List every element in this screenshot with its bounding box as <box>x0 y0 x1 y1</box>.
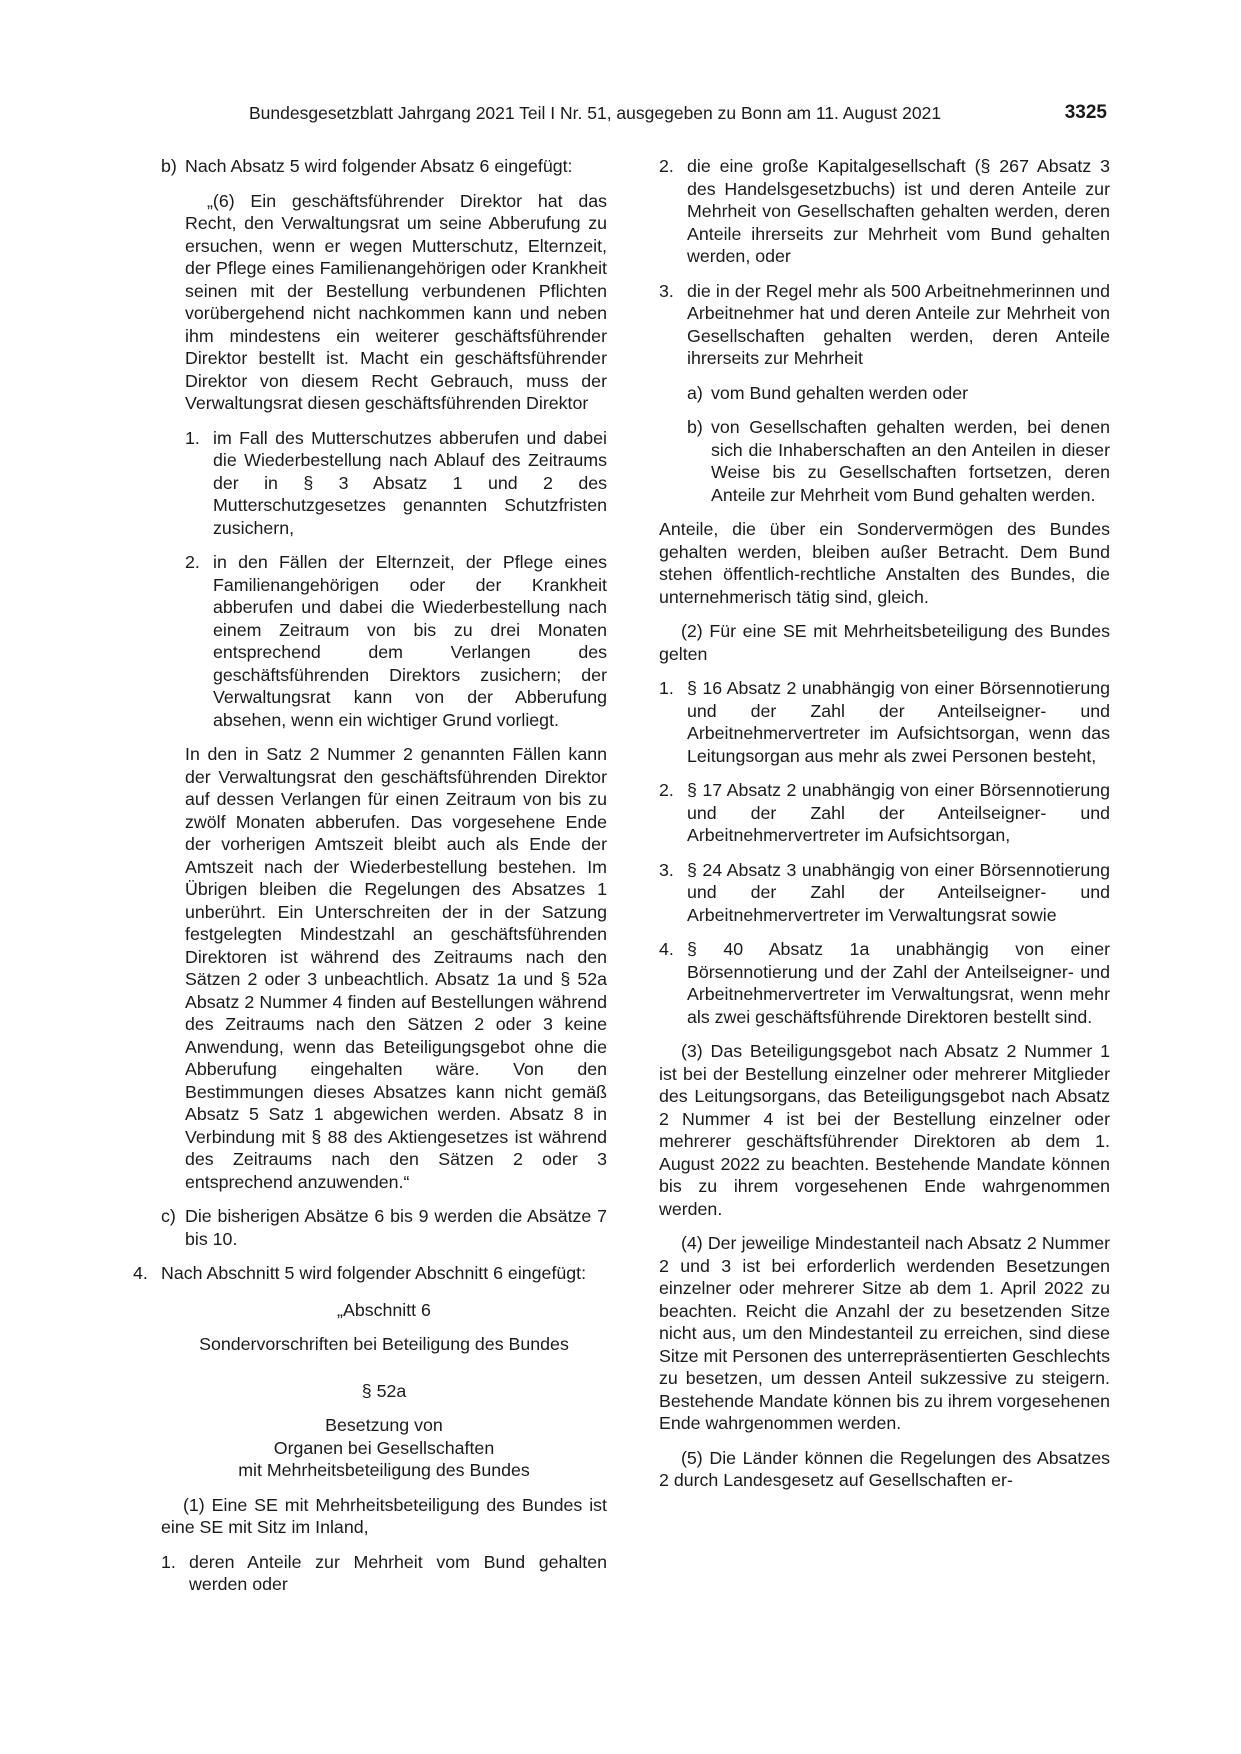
list-item-c <box>161 1205 607 1250</box>
list-label: a) <box>687 382 703 403</box>
list-text: im Fall des Mutterschutzes abberufen und dabei die Wiederbestellung nach Ablauf des Zeitraums der in § 3 Absatz 1 und 2 des Mutterschutzgesetzes genannten Schutzfristen zusichern, <box>213 427 607 538</box>
list-text: § 40 Absatz 1a unabhängig von einer Börsennotierung und der Zahl der Anteilseigner- und Arbeitnehmervertreter im Verwaltungsrat, wenn mehr als zwei geschäftsführende Direktoren bestellt sind. <box>687 939 1110 1027</box>
paragraph-heading: § 52a <box>361 1380 407 1401</box>
paragraph-6-closing: In den in Satz 2 Nummer 2 genannten Fällen kann der Verwaltungsrat den geschäftsführenden Direktor auf dessen Verlangen für einen Zeitraum von bis zu zwölf Monaten abberufen. Das vorgesehene Ende der vorherigen Amtszeit bleibt auch als Ende der Amtszeit nach der Wiederbestellung bestehen. Im Übrigen bleiben die Regelungen des Absatzes 1 unberührt. Ein Unterschreiten der in der Satzung festgelegten Mindestzahl an geschäftsführenden Direktoren ist während des Zeitraums nach den Sätzen 2 oder 3 unbeachtlich. Absatz 1a und § 52a Absatz 2 Nummer 4 finden auf Bestellungen während des Zeitraums nach den Sätzen 2 oder 3 keine Anwendung, wenn das Beteiligungsgebot ohne die Abberufung eingehalten wäre. Von den Bestimmungen dieses Absatzes kann nicht gemäß Absatz 5 Satz 1 abgewichen werden. Absatz 8 in Verbindung mit § 88 des Aktiengesetzes ist während des Zeitraums nach den Sätzen 2 oder 3 entsprechend anzuwenden.“ <box>185 744 607 1192</box>
list-text: Nach Abschnitt 5 wird folgender Abschnitt 6 eingefügt: <box>161 1263 587 1283</box>
absatz-1-intro: (1) Eine SE mit Mehrheitsbeteiligung des Bundes ist eine SE mit Sitz im Inland, <box>161 1494 607 1537</box>
list-label: 3. <box>659 280 674 301</box>
list-text: deren Anteile zur Mehrheit vom Bund gehalten werden oder <box>189 1551 607 1594</box>
list-item-4 <box>133 1262 607 1285</box>
paragraph-6-intro: „(6) Ein geschäftsführender Direktor hat das Recht, den Verwaltungsrat um seine Abberufung zu ersuchen, wenn er wegen Mutterschutz, Elternzeit, der Pflege eines Familienangehörigen oder Krankheit seinen mit der Bestellung verbundenen Pflichten vorübergehend nicht nachkommen kann und neben ihm mindestens ein weiterer geschäftsführender Direktor bestellt ist. Macht ein geschäftsführender Direktor von diesem Recht Gebrauch, muss der Verwaltungsrat diesen geschäftsführenden Direktor <box>185 190 607 413</box>
anteile-paragraph: Anteile, die über ein Sondervermögen des Bundes gehalten werden, bleiben außer Betracht. Dem Bund stehen öffentlich-rechtliche Anstalten des Bundes, die unternehmerisch tätig sind, gleich. <box>659 519 1110 607</box>
list-label: 4. <box>133 1263 148 1283</box>
gazette-title: Bundesgesetzblatt Jahrgang 2021 Teil I Nr. 51, ausgegeben zu Bonn am 11. August 2021 <box>249 103 942 123</box>
list-item <box>659 859 1110 927</box>
absatz-4: (4) Der jeweilige Mindestanteil nach Absatz 2 Nummer 2 und 3 ist bei erforderlich werdenden Besetzungen einzelner oder mehrerer Sitze ab dem 1. April 2022 zu beachten. Reicht die Anzahl der zu besetzenden Sitze nicht aus, um den Mindestanteil zu erreichen, sind diese Sitze mit Personen des unterrepräsentierten Geschlechts zu besetzen, um dessen Anteil sukzessive zu steigern. Bestehende Mandate können bis zu ihrem vorgesehenen Ende wahrgenommen werden. <box>659 1233 1110 1433</box>
list-label: 2. <box>659 780 674 800</box>
list-item <box>161 1551 607 1596</box>
list-label: b) <box>687 417 703 437</box>
list-label: 3. <box>659 859 674 880</box>
list-label: 1. <box>161 1551 176 1572</box>
page-number: 3325 <box>1064 102 1107 123</box>
page-header <box>0 100 1241 126</box>
list-text: § 17 Absatz 2 unabhängig von einer Börsennotierung und der Zahl der Anteilseigner- und Arbeitnehmervertreter im Aufsichtsorgan, <box>687 780 1110 845</box>
section-heading: „Abschnitt 6 <box>337 1299 431 1320</box>
list-label: 1. <box>185 427 200 448</box>
list-item <box>687 416 1110 506</box>
list-label: 4. <box>659 939 674 959</box>
list-label: 2. <box>659 156 674 176</box>
paragraph-title-line: Besetzung von <box>325 1415 443 1435</box>
absatz-3: (3) Das Beteiligungsgebot nach Absatz 2 Nummer 1 ist bei der Bestellung einzelner oder mehrerer Mitglieder des Leitungsorgans, das Beteiligungsgebot nach Absatz 2 Nummer 4 ist bei der Bestellung einzelner oder mehrerer geschäftsführender Direktoren ab dem 1. August 2022 zu beachten. Bestehende Mandate können bis zu ihrem vorgesehenen Ende wahrgenommen werden. <box>659 1041 1110 1219</box>
absatz-2-intro: (2) Für eine SE mit Mehrheitsbeteiligung des Bundes gelten <box>659 621 1110 664</box>
list-item <box>659 155 1110 268</box>
list-item <box>659 280 1110 370</box>
list-label: c) <box>161 1206 176 1226</box>
list-text: die eine große Kapitalgesellschaft (§ 267 Absatz 3 des Handelsgesetzbuchs) ist und deren Anteile zur Mehrheit von Gesellschaften gehalten werden, deren Anteile ihrerseits zur Mehrheit vom Bund gehalten werden, oder <box>687 156 1110 266</box>
paragraph-title-line: mit Mehrheitsbeteiligung des Bundes <box>238 1460 530 1480</box>
list-text: in den Fällen der Elternzeit, der Pflege eines Familienangehörigen oder der Krankheit abberufen und dabei die Wiederbestellung nach einem Zeitraum von bis zu drei Monaten entsprechend dem Verlangen des geschäftsführenden Direktors zusichern; der Verwaltungsrat kann von der Abberufung absehen, wenn ein wichtiger Grund vorliegt. <box>213 552 607 730</box>
left-column <box>133 155 607 1608</box>
list-item <box>687 382 1110 405</box>
list-item <box>659 938 1110 1028</box>
list-text: § 16 Absatz 2 unabhängig von einer Börsennotierung und der Zahl der Anteilseigner- und Arbeitnehmervertreter im Aufsichtsorgan, wenn das Leitungsorgan aus mehr als zwei Personen besteht, <box>687 678 1110 766</box>
list-text: § 24 Absatz 3 unabhängig von einer Börsennotierung und der Zahl der Anteilseigner- und Arbeitnehmervertreter im Verwaltungsrat sowie <box>687 859 1110 925</box>
list-label: 1. <box>659 678 674 698</box>
list-item <box>659 779 1110 847</box>
list-text: von Gesellschaften gehalten werden, bei denen sich die Inhaberschaften an den Anteilen in dieser Weise bis zu Gesellschaften fortsetzen, deren Anteile zur Mehrheit vom Bund gehalten werden. <box>711 417 1110 505</box>
section-title: Sondervorschriften bei Beteiligung des Bundes <box>199 1334 569 1354</box>
list-text: Nach Absatz 5 wird folgender Absatz 6 eingefügt: <box>185 156 573 176</box>
list-text: die in der Regel mehr als 500 Arbeitnehmerinnen und Arbeitnehmer hat und deren Anteile zur Mehrheit von Gesellschaften gehalten werden, deren Anteile ihrerseits zur Mehrheit <box>687 280 1110 368</box>
list-item <box>659 677 1110 767</box>
absatz-5: (5) Die Länder können die Regelungen des Absatzes 2 durch Landesgesetz auf Gesellschaften er- <box>659 1447 1110 1490</box>
list-item <box>185 427 607 540</box>
list-text: vom Bund gehalten werden oder <box>711 382 969 403</box>
list-item-b <box>161 155 607 178</box>
list-label: 2. <box>185 552 200 572</box>
paragraph-title-line: Organen bei Gesellschaften <box>273 1437 495 1458</box>
list-label: b) <box>161 156 177 176</box>
list-text: Die bisherigen Absätze 6 bis 9 werden die Absätze 7 bis 10. <box>185 1206 607 1249</box>
right-column <box>659 155 1110 1504</box>
list-item <box>185 551 607 731</box>
